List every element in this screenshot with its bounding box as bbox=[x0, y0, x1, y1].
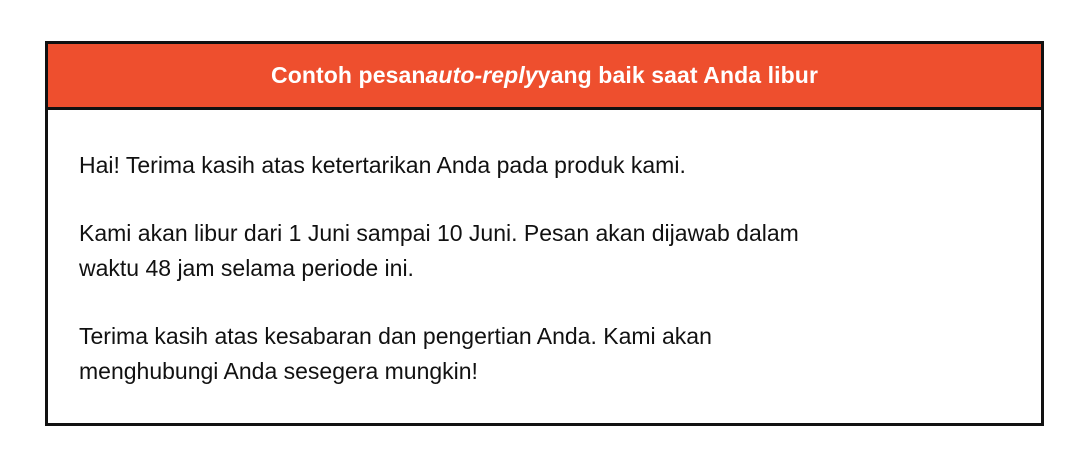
message-paragraph-greeting: Hai! Terima kasih atas ketertarikan Anda pada produk kami. bbox=[79, 152, 686, 178]
card-body bbox=[48, 110, 1041, 389]
card-header bbox=[48, 44, 1041, 110]
message-paragraph-holiday-period: Kami akan libur dari 1 Juni sampai 10 Juni. Pesan akan dijawab dalam waktu 48 jam selama periode ini. bbox=[79, 220, 799, 281]
header-title-emphasis: auto-reply bbox=[425, 62, 538, 88]
header-title-part2: yang baik saat Anda libur bbox=[537, 62, 818, 88]
header-title-part1: Contoh pesan bbox=[271, 62, 426, 88]
auto-reply-example-card bbox=[45, 41, 1044, 426]
message-paragraph-closing: Terima kasih atas kesabaran dan pengertian Anda. Kami akan menghubungi Anda sesegera mungkin! bbox=[79, 323, 712, 384]
